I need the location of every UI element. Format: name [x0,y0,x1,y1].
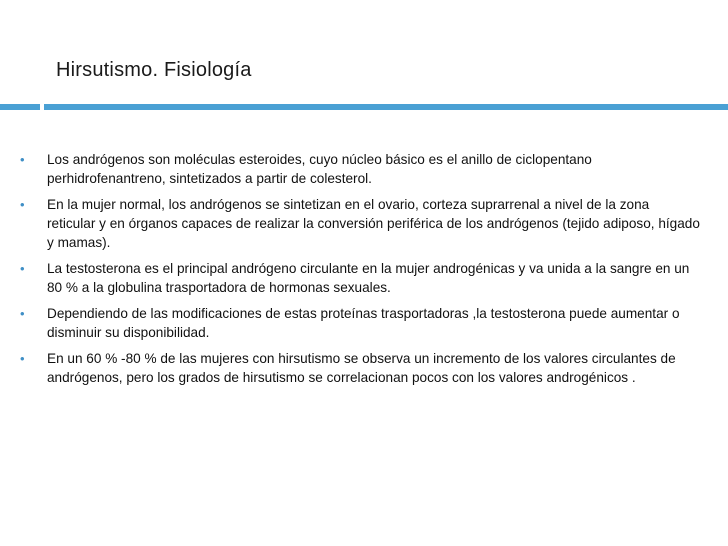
bullet-marker-icon: • [20,306,25,321]
bullet-item [20,150,700,188]
bullet-text: En un 60 % -80 % de las mujeres con hirsutismo se observa un incremento de los valores circulantes de andrógenos, pero los grados de hirsutismo se correlacionan pocos con los valores androgénicos . [47,351,676,385]
title-underline-right [44,104,728,110]
bullet-item [20,195,700,252]
bullet-list [20,150,700,394]
bullet-text: La testosterona es el principal andrógeno circulante en la mujer androgénicas y va unida a la sangre en un 80 % a la globulina trasportadora de hormonas sexuales. [47,261,690,295]
slide-title: Hirsutismo. Fisiología [56,59,252,81]
bullet-item [20,304,700,342]
bullet-marker-icon: • [20,197,25,212]
bullet-item [20,259,700,297]
title-underline-left [0,104,40,110]
bullet-text: Dependiendo de las modificaciones de estas proteínas trasportadoras ,la testosterona puede aumentar o disminuir su disponibilidad. [47,306,680,340]
bullet-marker-icon: • [20,261,25,276]
bullet-marker-icon: • [20,152,25,167]
bullet-text: Los andrógenos son moléculas esteroides, cuyo núcleo básico es el anillo de ciclopentano perhidrofenantreno, sintetizados a partir de colesterol. [47,152,592,186]
bullet-text: En la mujer normal, los andrógenos se sintetizan en el ovario, corteza suprarrenal a nivel de la zona reticular y en órganos capaces de realizar la conversión periférica de los andrógenos (tejido adiposo, hígado y mamas). [47,197,700,250]
bullet-item [20,349,700,387]
bullet-marker-icon: • [20,351,25,366]
